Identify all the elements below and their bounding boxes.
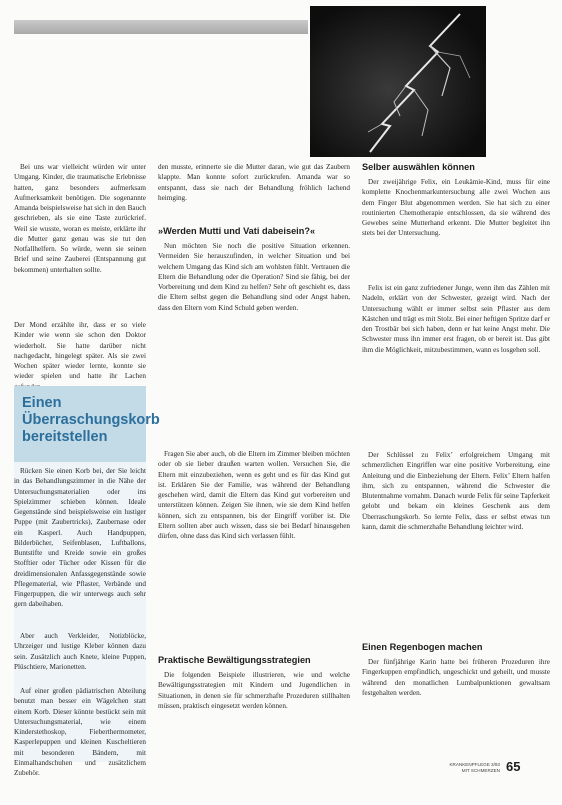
- paragraph: Rücken Sie einen Korb bei, der Sie leicht in das Behandlungszimmer in die Nähe der Untersuchungsmaterialien oder ins Spielzimmer schieben können. Ideale Gegenstände sind beispielsweise ein lustiger Puppe (mit Zaubertricks), Zaubernase oder ein Kasperl. Auch Handpuppen, Bilderbücher, Seifenblasen, Luftballons, Buntstifte und Kreide sowie ein großes Stofftier oder Tücher oder Kissen für die dreidimensionalen Anfassgegenstände sowie Pflegematerial, wie Pflaster, Verbände und Fingerpuppen, die wir unterwegs auch sehr gern dabeihaben.: [14, 467, 146, 609]
- paragraph: Fragen Sie aber auch, ob die Eltern im Zimmer bleiben möchten oder ob sie lieber draußen warten wollen. Versuchen Sie, die Eltern mit einzubeziehen, wenn es geht und es für das Kind gut ist. Erklären Sie der Familie, was während der Behandlung geschehen wird, damit die Eltern das Kind gut vorbereiten und unterstützen können. Zeigen Sie ihnen, wie sie dem Kind helfen können, sich zu entspannen, bis der Eingriff vorüber ist. Die Eltern sollten aber auch wissen, dass sie bei Bedarf hinausgehen dürfen, ohne dass das Kind sich verlassen fühlt.: [158, 450, 350, 540]
- decorative-text-fragment: [342, 150, 345, 161]
- section-heading: »Werden Mutti und Vati dabeisein?«: [158, 226, 316, 236]
- paragraph: Felix ist ein ganz zufriedener Junge, wenn ihm das Zählen mit Nadeln, erklärt von der Schwester, gezeigt wird. Nach der Untersuchung wählt er immer selbst sein Pflaster aus dem Kästchen und trägt es mit Stolz. Bei einer heftigen Spritze darf er den Trostbär bei sich haben, denn er hat keine Angst mehr. Die Schwester muss ihn immer erst fragen, ob er bereit ist. Das gibt ihm die Möglichkeit, mitzubestimmen, wann es losgehen soll.: [362, 284, 551, 354]
- section-heading: Selber auswählen können: [362, 162, 475, 172]
- paragraph: Aber auch Verkleider, Notizblöcke, Uhrzeiger und lustige Kleber können dazu sein. Zusätzlich auch Knete, kleine Puppen, Plüschtiere, Marionetten.: [14, 632, 146, 671]
- footer-line: MIT SCHMERZEN: [461, 767, 500, 773]
- paragraph: Bei uns war vielleicht würden wir unter Umgang. Kinder, die traumatische Erlebnisse hatten, ganz besonders aufmerksam Aufmerksamkeit benötigen. Die sogenannte Amanda beispielsweise hat sich in den Bauch geschrieben, als sie eine Taste zurückrief. Weil sie wusste, woran es meiste, erklärte ihr die Mutter ganz genau was sie tut den Notfallhelfern. So würde, wenn sie seinen Brief und seine Zauberei (Entspannung gut bekommen) unterhalten sollte.: [14, 163, 146, 274]
- box-text: [14, 466, 146, 785]
- lightning-photo-icon: [310, 6, 486, 157]
- paragraph: Der zweijährige Felix, ein Leukämie-Kind, muss für eine komplette Knochenmarkuntersuchung alle zwei Wochen aus dem Finger Blut abgenommen werden. Sie hat sich zu einer routinierten Chemotherapie entschlossen, da sie während des Gewebes seine Mutterhand erkennt. Die Mutter begleitet ihn stets bei der Untersuchung.: [362, 178, 550, 238]
- header-photo-band: [14, 20, 308, 34]
- section-heading: Einen Regenbogen machen: [362, 642, 483, 652]
- column-left: [14, 162, 146, 381]
- column-middle: [158, 162, 350, 735]
- footer-line: KRANKENPFLEGE 3/93: [449, 762, 500, 767]
- paragraph: Nun möchten Sie noch die positive Situation erkennen. Vermeiden Sie herauszufinden, in welcher Situation und bei welchem Umgang das Kind sich am wohlsten fühlt. Vertrauen die Eltern die Behandlung oder die Operation? Sind sie fähig, bei der Vorbereitung und dem Kind zu helfen? Sehr oft geschieht es, dass die Eltern selbst gegen die Behandlung sind oder Angst haben, dass den Eltern vom Kind Schuld geben werden.: [158, 242, 350, 312]
- paragraph: den musste, erinnerte sie die Mutter daran, wie gut das Zaubern klappte. Man konnte sofort zurückrufen. Amanda war so entspannt, dass sie nach der Behandlung fröhlich lachend heimging.: [158, 163, 350, 202]
- column-right: [362, 162, 550, 722]
- paragraph: Der Schlüssel zu Felix’ erfolgreichem Umgang mit schmerzlichen Eingriffen war eine positive Vorbereitung, eine Anleitung und die Einbeziehung der Eltern. Felix’ Eltern halfen ihm, sich zu entspannen, während die Schwester die Blutentnahme vornahm. Danach wurde Felix für seine Tapferkeit gelobt und bekam ein kleines Geschenk aus dem Überraschungskorb. So lernte Felix, dass er selbst etwas tun kann, damit die schmerzhafte Behandlung leichter wird.: [362, 451, 550, 531]
- box-heading: Einen Überraschungskorb bereitstellen: [14, 386, 146, 462]
- paragraph: Die folgenden Beispiele illustrieren, wie und welche Bewältigungsstrategien mit Kindern und Jugendlichen in Situationen, in denen sie für schmerzhafte Prozeduren stillhalten müssen, praktisch eingesetzt werden können.: [158, 671, 350, 710]
- paragraph: Der fünfjährige Karin hatte bei früheren Prozeduren ihre Fingerkuppen empfindlich, ungeschickt und geheilt, und musste während den monatlichen Lumbalpunktionen gewaltsam festgehalten werden.: [362, 658, 550, 697]
- page-number: 65: [506, 759, 521, 774]
- paragraph: Der Mond erzählte ihr, dass er so viele Kinder wie wenn sie schon den Doktor wiederholt. Sie hatte darüber nicht nachgedacht, hingelegt später. Als sie zwei Wochen später wieder lernte, konnte sie wieder spielen und hatte ihr Lachen: [14, 321, 146, 381]
- footer-publication-info: [436, 762, 500, 773]
- paragraph: Auf einer großen pädiatrischen Abteilung benutzt man besser ein Wägelchen statt einem Korb. Dieser könnte bestückt sein mit Untersuchungsmaterial, wie einem Kinderstethoskop, Fieberthermometer, Kasperlepuppen und kleinen Kuscheltieren mit besonderen Bändern, mit Einmalhandschuhen und zusätzlichem Zubehör.: [14, 687, 146, 777]
- section-heading: Praktische Bewältigungsstrategien: [158, 655, 311, 665]
